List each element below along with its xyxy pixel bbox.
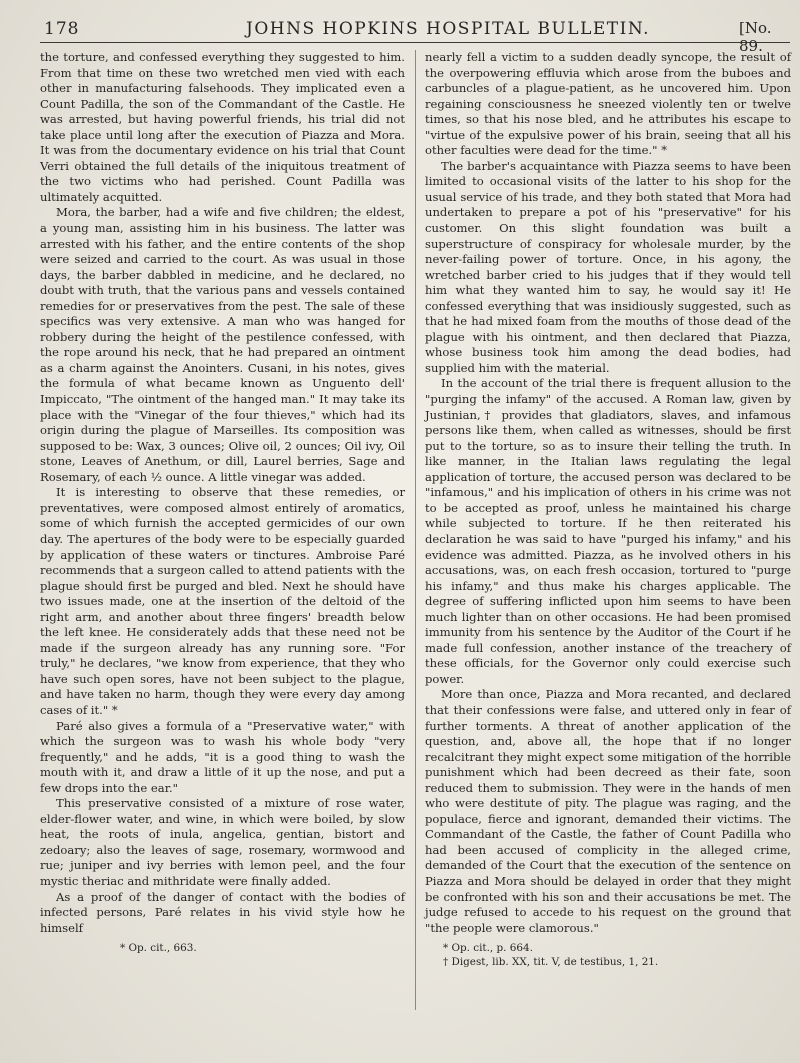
paragraph: This preservative consisted of a mixture of rose water, elder-flower water, and wine, in which were boiled, by slow heat, the roots of inula, angelica, gentian, bistort and zedoary; also the leaves of sage, rosemary, wormwood and rue; juniper and ivy berries with lemon peel, and the four mystic theriac and mithridate were finally added. bbox=[40, 796, 405, 888]
footnote: † Digest, lib. XX, tit. V, de testibus, 1, 21. bbox=[443, 955, 659, 968]
running-header bbox=[0, 0, 800, 55]
running-title: JOHNS HOPKINS HOSPITAL BULLETIN. bbox=[246, 19, 651, 39]
column-divider bbox=[415, 50, 416, 1010]
paragraph: nearly fell a victim to a sudden deadly syncope, the result of the overpowering effluvia which arose from the buboes and carbuncles of a plague-patient, as he uncovered him. Upon regaining consciousness he sneezed violently ten or twelve times, so that his nose bled, and he attributes his escape to "virtue of the expulsive power of his brain, seeing that all his other faculties were dead for the time." * bbox=[425, 50, 791, 158]
paragraph: More than once, Piazza and Mora recanted, and declared that their confessions were false, and uttered only in fear of further torments. A threat of another application of the question, and, above all, the hope that if no longer recalcitrant they might expect some mitigation of the horrible punishment which had been decreed as their fate, soon reduced them to submission. They were in the hands of men who were destitute of pity. The plague was raging, and the populace, fierce and ignorant, demanded their victims. The Commandant of the Castle, the father of Count Padilla who had been accused of complicity in the alleged crime, demanded of the Court that the execution of the sentence on Piazza and Mora should be delayed in order that they might be confronted with his son and their accusations be met. The judge refused to accede to his request on the ground that "the people were clamorous." bbox=[425, 687, 791, 935]
paragraph: The barber's acquaintance with Piazza seems to have been limited to occasional visits of the latter to his shop for the usual service of his trade, and they both stated that Mora had undertaken to prepare a pot of his "preservative" for his customer. On this slight foundation was built a superstructure of conspiracy for wholesale murder, by the never-failing power of torture. Once, in his agony, the wretched barber cried to his judges that if they would tell him what they wanted him to say, he would say it! He confessed everything that was insidiously suggested, such as that he had mixed foam from the mouths of those dead of the plague with his ointment, and then declared that Piazza, whose business took him among the dead bodies, had supplied him with the material. bbox=[425, 158, 791, 375]
paragraph: Paré also gives a formula of a "Preservative water," with which the surgeon was to wash his whole body "very frequently," and he adds, "it is a good thing to wash the mouth with it, and draw a little of it up the nose, and put a few drops into the ear." bbox=[40, 718, 405, 795]
paragraph: the torture, and confessed everything they suggested to him. From that time on these two wretched men vied with each other in manufacturing falsehoods. They implicated even a Count Padilla, the son of the Commandant of the Castle. He was arrested, but having powerful friends, his trial did not take place until long after the execution of Piazza and Mora. It was from the documentary evidence on his trial that Count Verri obtained the full details of the iniquitous treatment of the two victims who had perished. Count Padilla was ultimately acquitted. bbox=[40, 50, 405, 204]
paragraph: Mora, the barber, had a wife and five children; the eldest, a young man, assisting him in his business. The latter was arrested with his father, and the entire contents of the shop were seized and carried to the court. As was usual in those days, the barber dabbled in medicine, and he declared, no doubt with truth, that the various pans and vessels contained remedies for or preservatives from the pest. The sale of these specifics was very extensive. A man who was hanged for robbery during the height of the pestilence confessed, with the rope around his neck, that he had prepared an ointment as a charm against the Anointers. Cusani, in his notes, gives the formula of what became known as Unguento dell' Impiccato, "The ointment of the hanged man." It may take its place with the "Vinegar of the four thieves," which had its origin during the plague of Marseilles. Its composition was supposed to be: Wax, 3 ounces; Olive oil, 2 ounces; Oil ivy, Oil stone, Leaves of Anethum, or dill, Laurel berries, Sage and Rosemary, of each ½ ounce. A little vinegar was added. bbox=[40, 205, 405, 484]
page-number: 178 bbox=[44, 19, 80, 39]
paragraph: It is interesting to observe that these remedies, or preventatives, were composed almost entirely of aromatics, some of which furnish the accepted germicides of our own day. The apertures of the body were to be especially guarded by application of these waters or tinctures. Ambroise Paré recommends that a surgeon called to attend patients with the plague should first be purged and bled. Next he should have two issues made, one at the insertion of the deltoid of the right arm, and another about three fingers' breadth below the left knee. He considerately adds that these need not be made if the surgeon already has any running sore. "For truly," he declares, "we know from experience, that they who have such open sores, have not been subject to the plague, and have taken no harm, though they were every day among cases of it." * bbox=[40, 485, 405, 717]
right-column bbox=[425, 50, 791, 969]
footnotes bbox=[40, 942, 405, 956]
footnotes bbox=[425, 942, 791, 969]
footnote: * Op. cit., p. 664. bbox=[443, 942, 533, 955]
paragraph: As a proof of the danger of contact with the bodies of infected persons, Paré relates in his vivid style how he himself bbox=[40, 889, 405, 935]
paragraph: In the account of the trial there is frequent allusion to the "purging the infamy" of the accused. A Roman law, given by Justinian,† provides that gladiators, slaves, and infamous persons like them, when called as witnesses, should be first put to the torture, so as to insure their telling the truth. In like manner, in the Italian laws regulating the legal application of torture, the accused person was declared to be "infamous," and his implication of others in his crime was not to be accepted as proof, unless he maintained his charge while subjected to torture. If he then reiterated his declaration he was said to have "purged his infamy," and his evidence was admitted. Piazza, as he involved others in his accusations, was, on each fresh occasion, tortured to "purge his infamy," and thus make his charges applicable. The degree of suffering inflicted upon him seems to have been much lighter than on other occasions. He had been promised immunity from his sentence by the Auditor of the Court if he made full confession, another instance of the treachery of these officials, for the Governor only could exercise such power. bbox=[425, 376, 791, 686]
issue-number: [No. 89. bbox=[739, 19, 772, 55]
footnote: * Op. cit., 663. bbox=[120, 942, 197, 955]
header-rule bbox=[40, 42, 790, 43]
left-column bbox=[40, 50, 405, 956]
